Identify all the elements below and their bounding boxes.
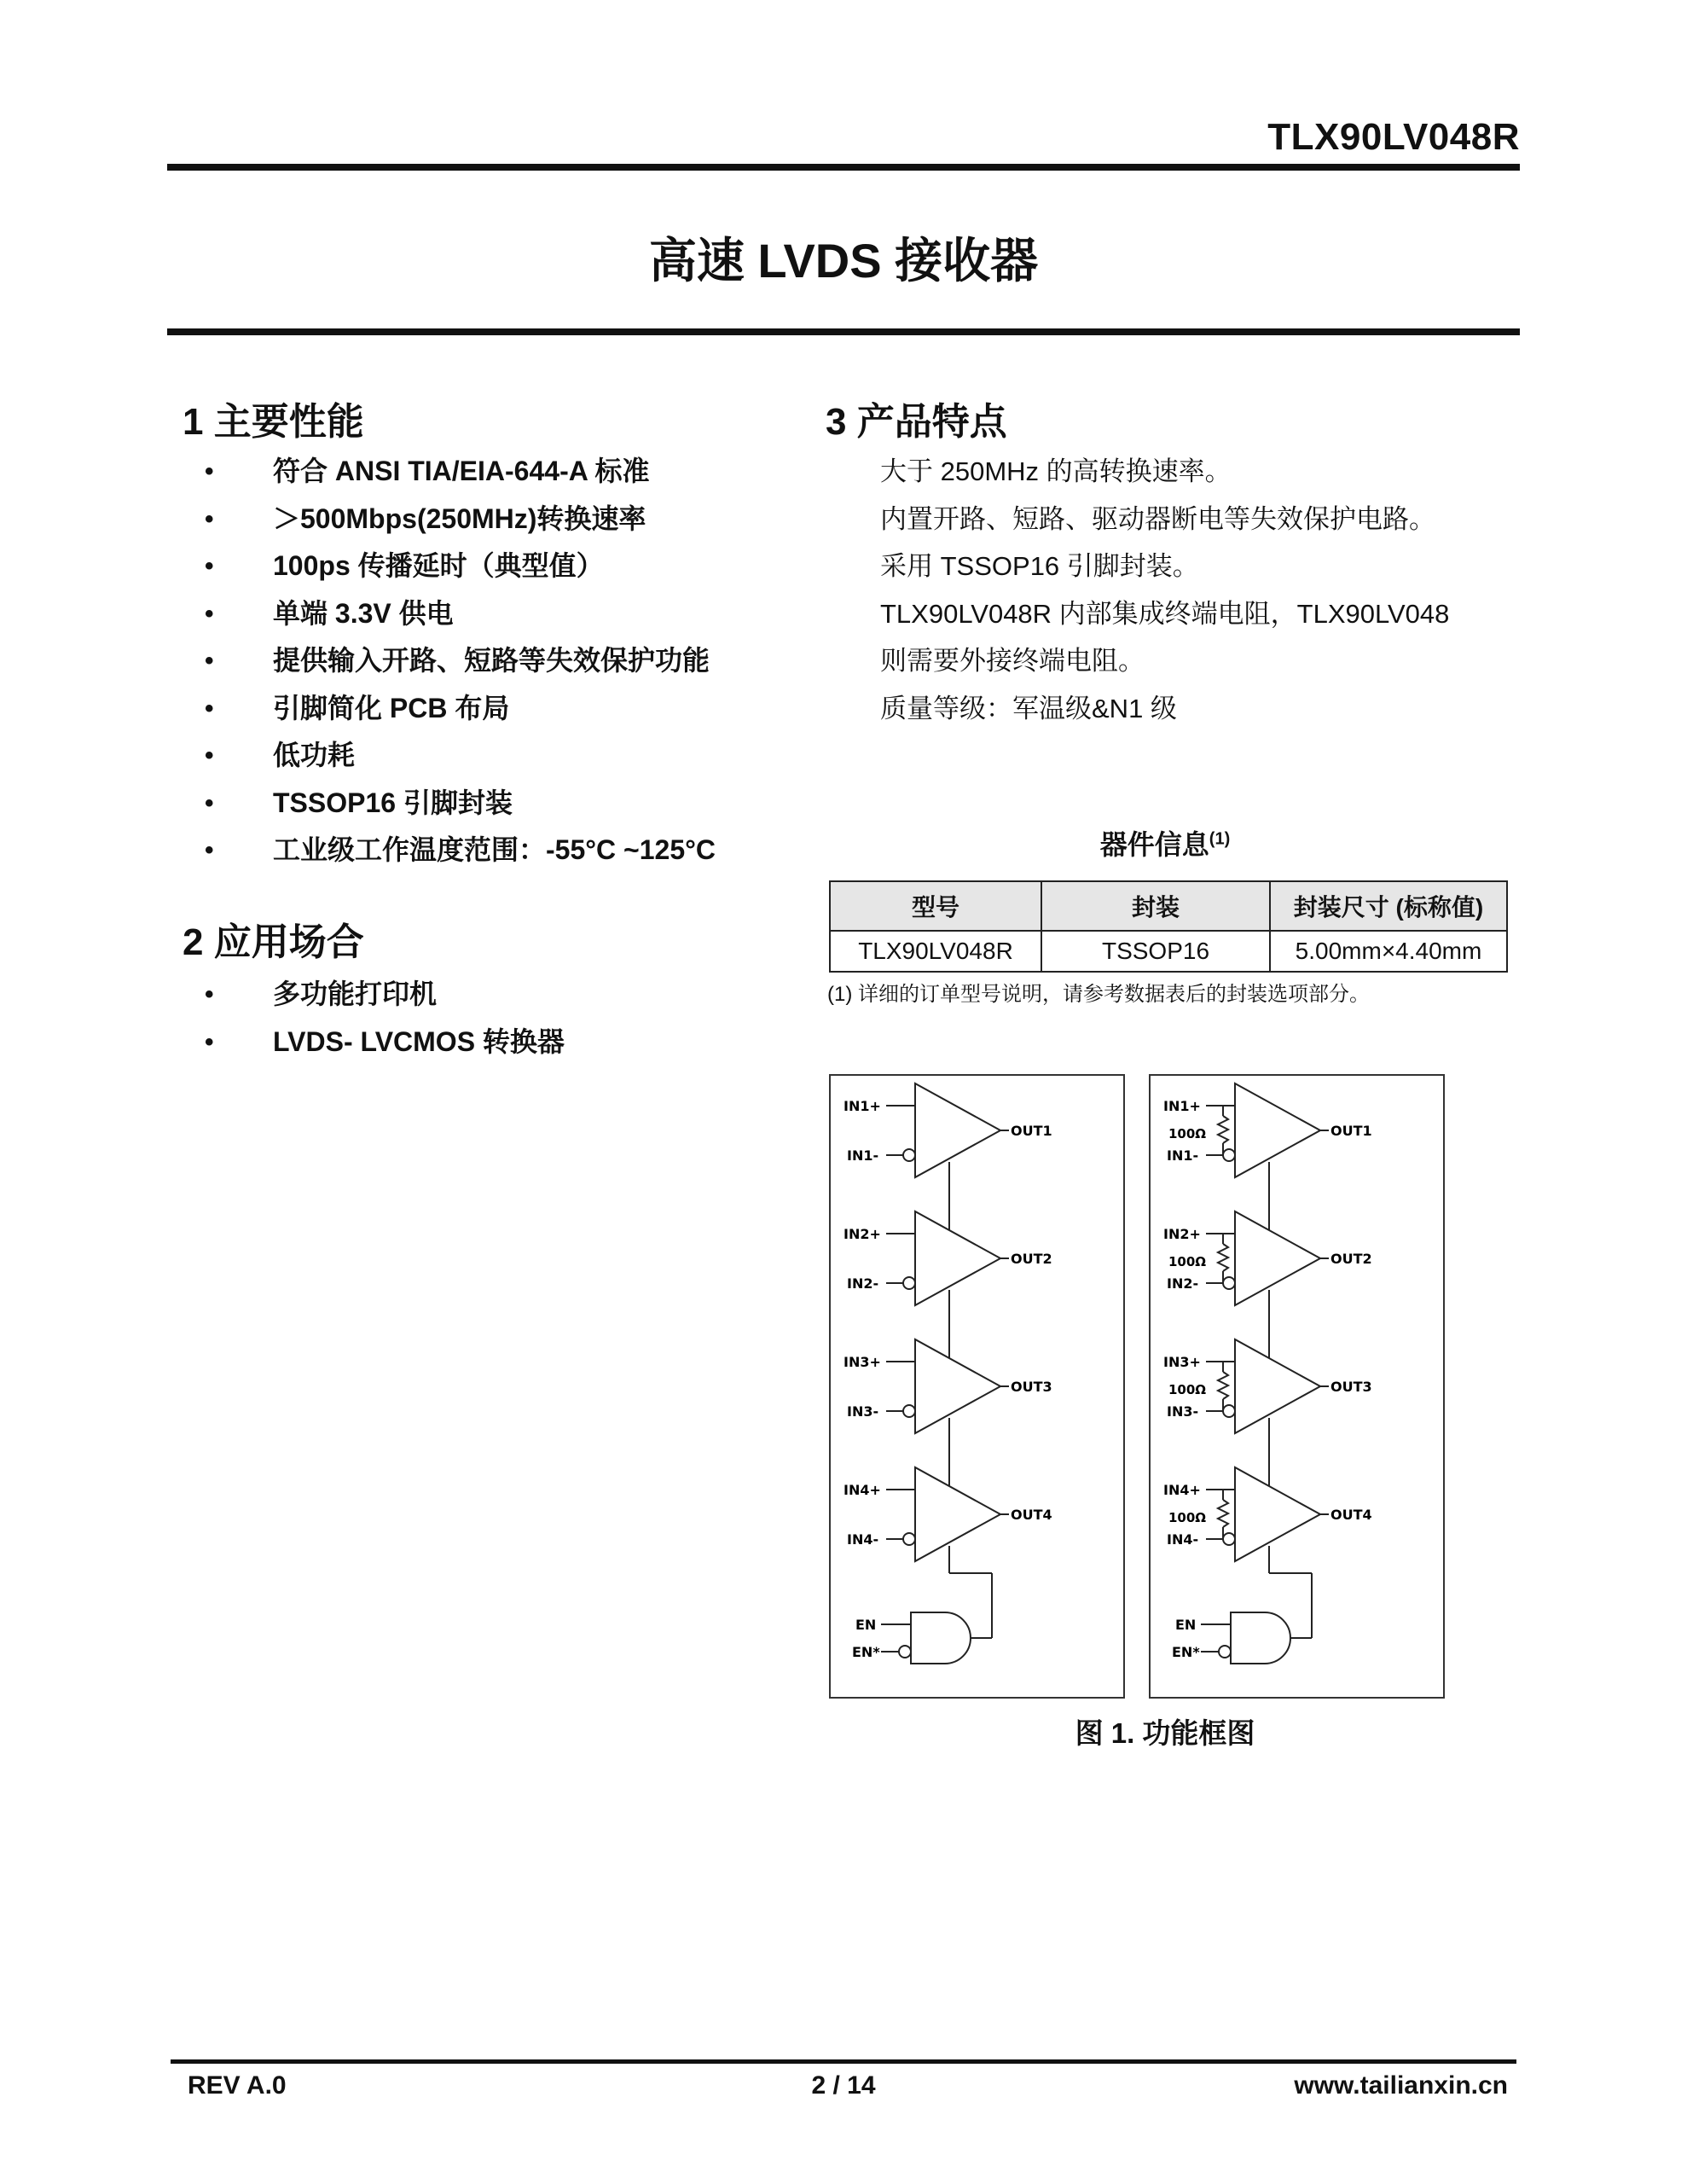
functional-block-diagram <box>819 1066 1458 1706</box>
inversion-bubble <box>903 1533 915 1545</box>
table-header-row <box>830 881 1507 931</box>
feature-line: 大于 250MHz 的高转换速率。 <box>880 456 1232 486</box>
input-pin-label: IN3+ <box>1163 1354 1201 1370</box>
footer-revision: REV A.0 <box>188 2071 287 2100</box>
table-row <box>830 931 1507 972</box>
input-pin-label: IN2+ <box>1163 1226 1201 1242</box>
input-pin-label: IN4+ <box>844 1482 881 1498</box>
inversion-bubble <box>903 1149 915 1161</box>
header-rule <box>167 164 1520 171</box>
enable-pin-label: EN* <box>852 1644 880 1660</box>
inversion-bubble <box>1223 1149 1235 1161</box>
list-item: • TSSOP16 引脚封装 <box>205 780 716 828</box>
output-pin-label: OUT4 <box>1011 1507 1052 1523</box>
page-title: 高速 LVDS 接收器 <box>648 234 1039 288</box>
list-item: • 工业级工作温度范围：-55°C ~125°C <box>205 827 716 874</box>
table-footnote: (1) 详细的订单型号说明，请参考数据表后的封装选项部分。 <box>827 983 1370 1006</box>
input-pin-label: IN2- <box>847 1275 879 1292</box>
table-cell: 5.00mm×4.40mm <box>1270 931 1507 972</box>
enable-pin-label: EN <box>1175 1617 1197 1633</box>
list-item: • 引脚简化 PCB 布局 <box>205 685 716 733</box>
input-pin-label: IN4+ <box>1163 1482 1201 1498</box>
output-pin-label: OUT3 <box>1011 1379 1052 1395</box>
input-pin-label: IN2+ <box>844 1226 881 1242</box>
and-gate <box>911 1612 971 1664</box>
resistor-label: 100Ω <box>1168 1382 1207 1397</box>
column-header: 型号 <box>830 881 1041 931</box>
table-cell: TLX90LV048R <box>830 931 1041 972</box>
feature-line: 质量等级：军温级&N1 级 <box>880 693 1177 723</box>
section3-title: 3 产品特点 <box>826 401 1007 443</box>
and-gate <box>1231 1612 1290 1664</box>
input-pin-label: IN3+ <box>844 1354 881 1370</box>
inversion-bubble <box>1219 1646 1231 1658</box>
figure-caption: 图 1. 功能框图 <box>1075 1717 1255 1749</box>
section2-title: 2 应用场合 <box>183 921 364 963</box>
resistor-label: 100Ω <box>1168 1126 1207 1141</box>
column-header: 封装 <box>1041 881 1270 931</box>
section1-list <box>205 448 716 874</box>
table-cell: TSSOP16 <box>1041 931 1270 972</box>
footer-rule <box>171 2059 1516 2064</box>
output-pin-label: OUT2 <box>1011 1251 1052 1267</box>
inversion-bubble <box>899 1646 911 1658</box>
input-pin-label: IN1+ <box>844 1098 881 1114</box>
enable-pin-label: EN* <box>1172 1644 1200 1660</box>
resistor-label: 100Ω <box>1168 1510 1207 1525</box>
footnote-ref: (1) <box>1209 829 1231 849</box>
diagram-panel-with-resistor <box>1150 1075 1444 1698</box>
input-pin-label: IN3- <box>847 1403 879 1420</box>
device-info-table <box>829 880 1508 973</box>
list-item: • 低功耗 <box>205 732 716 780</box>
input-pin-label: IN1- <box>847 1147 879 1164</box>
inversion-bubble <box>1223 1405 1235 1417</box>
footer-page-number: 2 / 14 <box>811 2071 876 2100</box>
output-pin-label: OUT3 <box>1330 1379 1372 1395</box>
device-info-title: 器件信息$^{(1)}$ <box>1099 829 1231 860</box>
list-item: • 提供输入开路、短路等失效保护功能 <box>205 637 716 685</box>
enable-pin-label: EN <box>855 1617 877 1633</box>
output-pin-label: OUT4 <box>1330 1507 1372 1523</box>
input-pin-label: IN2- <box>1167 1275 1199 1292</box>
list-item: • LVDS- LVCMOS 转换器 <box>205 1019 565 1066</box>
inversion-bubble <box>1223 1533 1235 1545</box>
footer-website: www.tailianxin.cn <box>1294 2071 1508 2100</box>
input-pin-label: IN4- <box>1167 1531 1199 1548</box>
inversion-bubble <box>903 1405 915 1417</box>
inversion-bubble <box>1223 1277 1235 1289</box>
diagram-panel-without-resistor <box>830 1075 1124 1698</box>
output-pin-label: OUT1 <box>1011 1123 1052 1139</box>
input-pin-label: IN4- <box>847 1531 879 1548</box>
section1-title: 1 主要性能 <box>183 401 364 443</box>
input-pin-label: IN1- <box>1167 1147 1199 1164</box>
output-pin-label: OUT2 <box>1330 1251 1372 1267</box>
inversion-bubble <box>903 1277 915 1289</box>
feature-line: 采用 TSSOP16 引脚封装。 <box>880 551 1199 581</box>
list-item: • 单端 3.3V 供电 <box>205 590 716 638</box>
list-item: • 100ps 传播延时（典型值） <box>205 543 716 590</box>
section3-body <box>880 448 1449 732</box>
section2-list <box>205 971 565 1066</box>
input-pin-label: IN3- <box>1167 1403 1199 1420</box>
column-header: 封装尺寸 (标称值) <box>1270 881 1507 931</box>
feature-line: 则需要外接终端电阻。 <box>880 646 1145 676</box>
list-item: • 多功能打印机 <box>205 971 565 1019</box>
title-rule <box>167 328 1520 335</box>
feature-line: TLX90LV048R 内部集成终端电阻，TLX90LV048 <box>880 598 1450 629</box>
output-pin-label: OUT1 <box>1330 1123 1372 1139</box>
header-part-number: TLX90LV048R <box>1267 116 1520 158</box>
list-item: • 符合 ANSI TIA/EIA-644-A 标准 <box>205 448 716 496</box>
resistor-label: 100Ω <box>1168 1254 1207 1269</box>
input-pin-label: IN1+ <box>1163 1098 1201 1114</box>
list-item: • ＞500Mbps(250MHz)转换速率 <box>205 496 716 543</box>
feature-line: 内置开路、短路、驱动器断电等失效保护电路。 <box>880 503 1435 534</box>
